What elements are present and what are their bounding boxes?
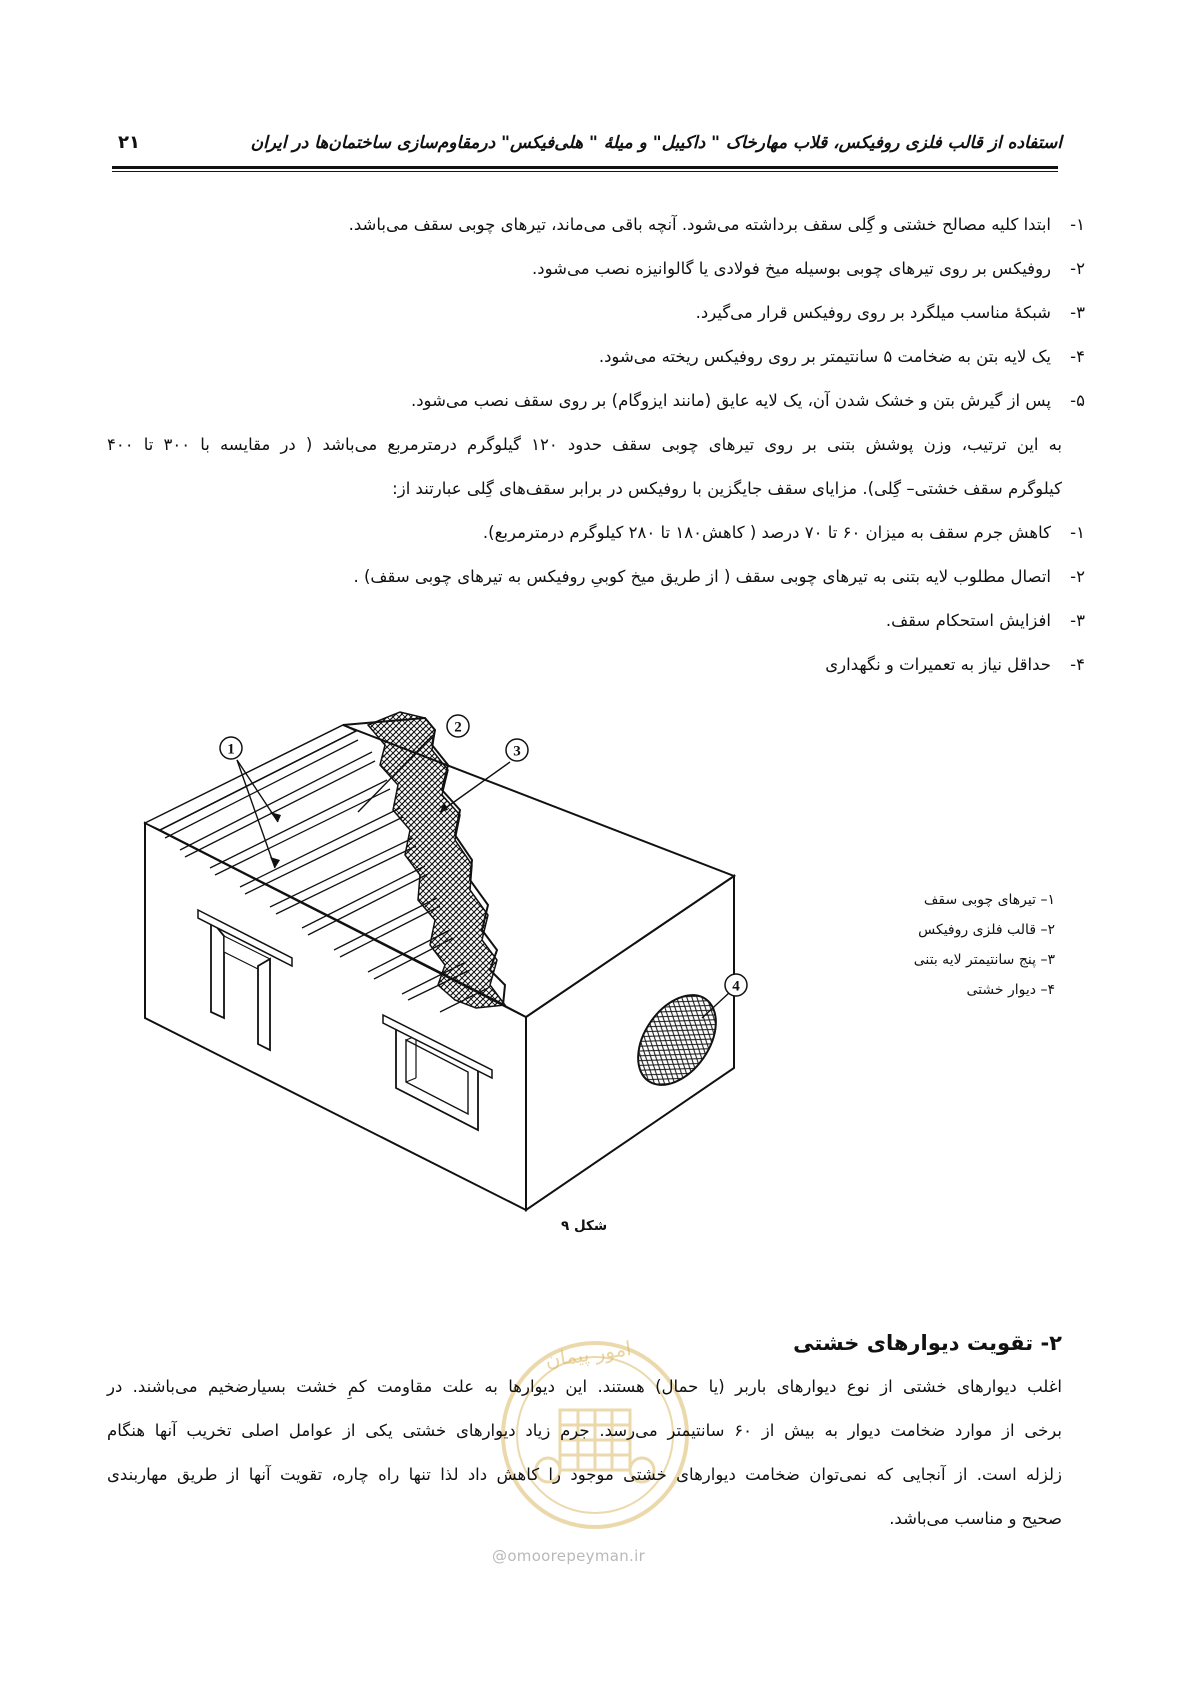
paragraph-line-2: کیلوگرم سقف خشتی– گِلی). مزایای سقف جایگزین با روفیکس در برابر سقف‌های گِلی عبارتند از:: [392, 479, 1062, 498]
advantage-number: ۳-: [1070, 611, 1085, 630]
callout-3-label: 3: [513, 743, 521, 760]
section-heading: ۲- تقویت دیوارهای خشتی: [793, 1331, 1062, 1355]
watermark-url-text: omoorepeyman.ir: [507, 1547, 646, 1565]
step-text: شبکهٔ مناسب میلگرد بر روی روفیکس قرار می‌گیرد.: [695, 303, 1051, 322]
step-item-3: [696, 303, 1085, 322]
paragraph-line-1: به این ترتیب، وزن پوشش بتنی بر روی تیرهای چوبی سقف حدود ۱۲۰ گیلوگرم درمترمربع می‌باشد ( در مقایسه با ۳۰۰ تا ۴۰۰: [107, 435, 1063, 454]
house-roof-diagram: [140, 700, 780, 1260]
step-number: ۳-: [1070, 303, 1085, 322]
step-number: ۲-: [1070, 259, 1085, 278]
step-text: پس از گیرش بتن و خشک شدن آن، یک لایه عایق (مانند ایزوگام) بر روی سقف نصب می‌شود.: [410, 391, 1051, 410]
section-line-4: صحیح و مناسب می‌باشد.: [889, 1509, 1062, 1528]
step-item-2: [532, 259, 1085, 278]
step-number: ۵-: [1070, 391, 1085, 410]
step-number: ۴-: [1070, 347, 1085, 366]
callout-3: [506, 739, 528, 761]
step-text: روفیکس بر روی تیرهای چوبی بوسیله میخ فولادی یا گالوانیزه نصب می‌شود.: [532, 259, 1051, 278]
page-number: ۲۱: [118, 132, 140, 153]
running-header-title: استفاده از قالب فلزی روفیکس، قلاب مهارخاک " داکیبل" و میلهٔ " هلی‌فیکس" درمقاوم‌سازی ساختمان‌ها در ایران: [250, 133, 1062, 153]
advantage-number: ۴-: [1070, 655, 1085, 674]
advantage-number: ۱-: [1070, 523, 1085, 542]
callout-2: [447, 715, 469, 737]
legend-item-3: ۳– پنج سانتیمتر لایه بتنی: [913, 952, 1055, 968]
callout-1: [220, 737, 242, 759]
legend-item-2: ۲– قالب فلزی روفیکس: [918, 922, 1055, 938]
advantage-item-2: [353, 567, 1085, 586]
step-item-1: [349, 215, 1085, 234]
callout-4: [725, 974, 747, 996]
callout-1-label: 1: [227, 741, 235, 758]
step-item-5: [411, 391, 1085, 410]
advantage-text: حداقل نیاز به تعمیرات و نگهداری: [825, 655, 1051, 674]
advantage-number: ۲-: [1070, 567, 1085, 586]
legend-item-1: ۱– تیرهای چوبی سقف: [923, 892, 1055, 908]
legend-item-4: ۴– دیوار خشتی: [966, 982, 1055, 998]
figure-caption: شکل ۹: [561, 1218, 608, 1234]
watermark-logo-text: امور پیمان: [543, 1336, 633, 1372]
at-icon: @: [492, 1547, 508, 1565]
header-rule-thin: [112, 171, 1058, 172]
step-text: ابتدا کلیه مصالح خشتی و گِلی سقف برداشته می‌شود. آنچه باقی می‌ماند، تیرهای چوبی سقف می‌باشد.: [348, 215, 1051, 234]
step-item-4: [599, 347, 1085, 366]
advantage-item-1: [483, 523, 1085, 542]
section-line-3: زلزله است. از آنجایی که نمی‌توان ضخامت دیوارهای خشتی موجود را کاهش داد لذا تنها راه چاره، تقویت آنها از طریق مهاربندی: [107, 1465, 1062, 1484]
watermark-url: [492, 1547, 645, 1565]
step-number: ۱-: [1070, 215, 1085, 234]
header-rule: [112, 166, 1058, 169]
callout-4-label: 4: [732, 978, 740, 995]
advantage-text: اتصال مطلوب لایه بتنی به تیرهای چوبی سقف ( از طریق میخ کوبیِ روفیکس به تیرهای چوبی سقف) .: [353, 567, 1051, 586]
step-text: یک لایه بتن به ضخامت ۵ سانتیمتر بر روی روفیکس ریخته می‌شود.: [598, 347, 1051, 366]
callout-2-label: 2: [454, 719, 462, 736]
section-line-1: اغلب دیوارهای خشتی از نوع دیوارهای باربر (یا حمال) هستند. این دیوارها به علت مقاومت کمِ خشت بسیارضخیم می‌باشند. در: [107, 1377, 1062, 1396]
advantage-item-3: [886, 611, 1085, 630]
section-line-2: برخی از موارد ضخامت دیوار به بیش از ۶۰ سانتیمتر می‌رسد. جرم زیاد دیوارهای خشتی یکی از عوامل اصلی تخریب آنها هنگام: [107, 1421, 1063, 1440]
advantage-text: افزایش استحکام سقف.: [885, 611, 1051, 630]
advantage-text: کاهش جرم سقف به میزان ۶۰ تا ۷۰ درصد ( کاهش۱۸۰ تا ۲۸۰ کیلوگرم درمترمربع).: [482, 523, 1051, 542]
advantage-item-4: [825, 655, 1085, 674]
